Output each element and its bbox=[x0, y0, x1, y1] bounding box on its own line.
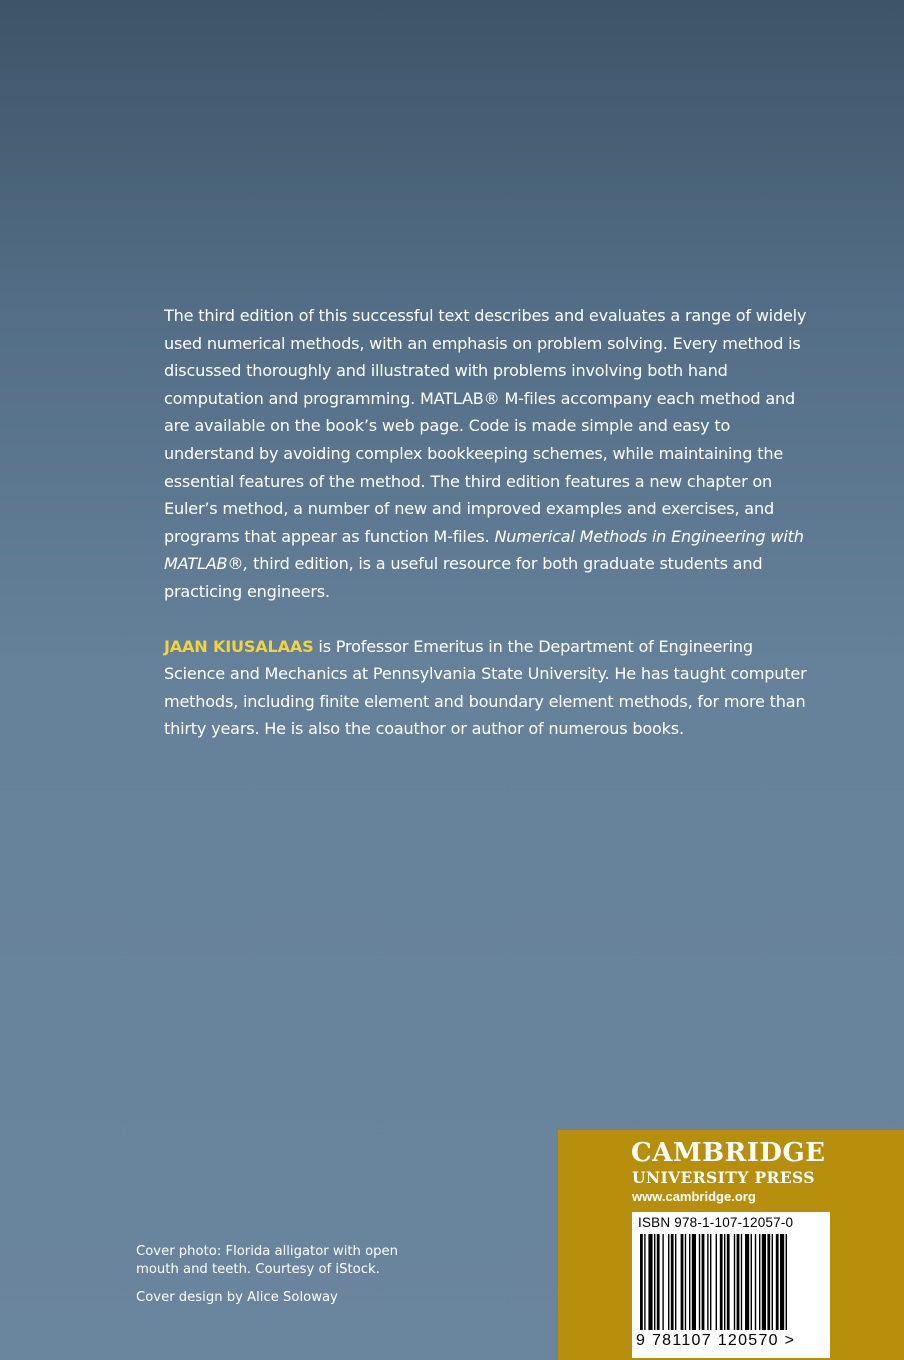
barcode-bar bbox=[745, 1234, 749, 1330]
publisher-url: www.cambridge.org bbox=[632, 1189, 756, 1204]
barcode-bar bbox=[710, 1234, 711, 1330]
publisher-logo-subname: UNIVERSITY PRESS bbox=[632, 1168, 815, 1187]
author-bio bbox=[164, 633, 812, 743]
barcode-bar bbox=[654, 1234, 655, 1330]
barcode-bar bbox=[724, 1234, 725, 1330]
barcode-bar bbox=[755, 1234, 756, 1330]
barcode-bar bbox=[675, 1234, 676, 1330]
cover-photo-credit: Cover photo: Florida alligator with open mouth and teeth. Courtesy of iStock. bbox=[136, 1244, 398, 1277]
author-name: JAAN KIUSALAAS bbox=[164, 636, 314, 656]
barcode-bar bbox=[662, 1234, 663, 1330]
description-text-end: third edition, is a useful resource for both graduate students and practicing engineers. bbox=[164, 554, 763, 601]
barcode-bar bbox=[767, 1234, 770, 1330]
barcode-bar bbox=[689, 1234, 690, 1330]
barcode-bar bbox=[741, 1234, 742, 1330]
barcode-bar bbox=[707, 1234, 708, 1330]
author-bio-text: is Professor Emeritus in the Department of Engineering Science and Mechanics at Pennsylvania State University. He has taught computer methods, including finite element and boundary element methods, for more than thirty years. He is also the coauthor or author of numerous books. bbox=[164, 636, 807, 739]
isbn-barcode bbox=[632, 1212, 830, 1358]
barcode-bar bbox=[681, 1234, 684, 1330]
barcode-bar bbox=[668, 1234, 669, 1330]
book-description bbox=[164, 302, 812, 606]
barcode-bar bbox=[685, 1234, 686, 1330]
barcode-bar bbox=[648, 1234, 652, 1330]
barcode-bar bbox=[734, 1234, 735, 1330]
publisher-logo-name: CAMBRIDGE bbox=[631, 1138, 826, 1168]
barcode-bar bbox=[751, 1234, 752, 1330]
barcode-bar bbox=[716, 1234, 717, 1330]
barcode-bar bbox=[640, 1234, 643, 1330]
barcode-bar bbox=[772, 1234, 773, 1330]
barcode-bar bbox=[671, 1234, 674, 1330]
cover-design-credit: Cover design by Alice Soloway bbox=[136, 1290, 338, 1305]
cover-credits bbox=[136, 1243, 436, 1307]
barcode-bar bbox=[780, 1234, 784, 1330]
barcode-bar bbox=[727, 1234, 730, 1330]
barcode-bar bbox=[644, 1234, 645, 1330]
barcode-bar bbox=[759, 1234, 760, 1330]
isbn-label: ISBN 978-1-107-12057-0 bbox=[638, 1215, 794, 1230]
barcode-bar bbox=[762, 1234, 766, 1330]
book-title: Numerical Methods in Engineering with MATLAB®, bbox=[164, 526, 804, 574]
description-text: The third edition of this successful text describes and evaluates a range of widely used numerical methods, with an emphasis on problem solving. Every method is discussed thoroughly and illustrated with problems involving both hand computation and programming. MATLAB® M-files accompany each method and are available on the book’s web page. Code is made simple and easy to understand by avoiding complex bookkeeping schemes, while maintaining the essential features of the method. The third edition features a new chapter on Euler’s method, a number of new and improved examples and exercises, and programs that appear as function M-files. bbox=[164, 306, 807, 546]
cover-blurb bbox=[164, 302, 812, 743]
barcode-bar bbox=[702, 1234, 705, 1330]
barcode-bar bbox=[737, 1234, 740, 1330]
publisher-panel bbox=[558, 1130, 904, 1360]
barcode-bar bbox=[786, 1234, 787, 1330]
barcode-digits: 9 781107 120570 > bbox=[636, 1332, 796, 1349]
barcode-bars bbox=[638, 1234, 824, 1334]
barcode-bar bbox=[699, 1234, 700, 1330]
barcode-bar bbox=[776, 1234, 779, 1330]
barcode-bar bbox=[720, 1234, 723, 1330]
barcode-bar bbox=[692, 1234, 696, 1330]
barcode-bar bbox=[657, 1234, 660, 1330]
